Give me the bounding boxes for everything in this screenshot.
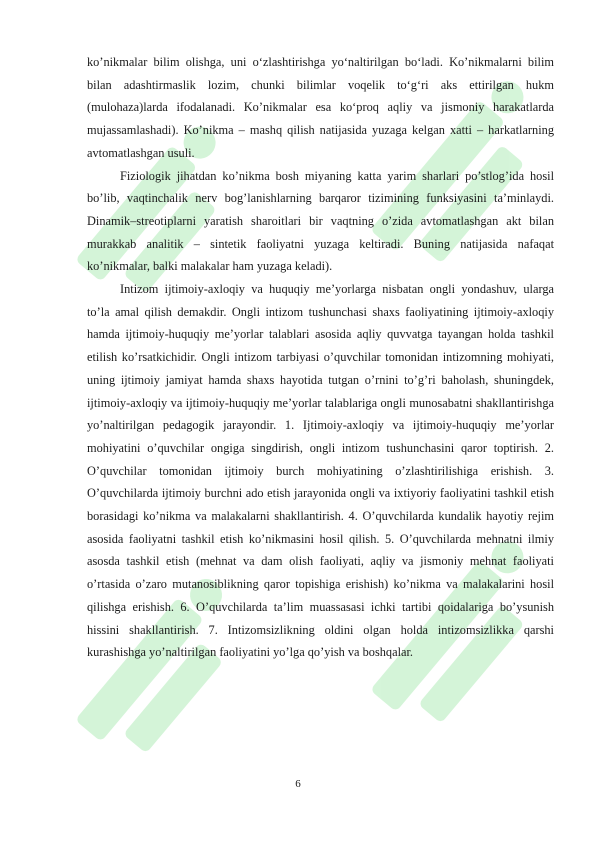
paragraph: Fiziologik jihatdan ko’nikma bosh miyaning katta yarim sharlari po’stlog’ida hosil bo’lib, vaqtinchalik nerv bog’lanishlarning barqaror tizimining funksiyasini ta’minlaydi. Dinamik–streotiplarni yaratish sharoitlari bir vaqtning o’zida avtomatlashgan akt bilan murakkab analitik – sintetik faoliyatni yuzaga keltiradi. Buning natijasida nafaqat ko’nikmalar, balki malakalar ham yuzaga keladi). <box>87 168 554 274</box>
paragraph: Intizom ijtimoiy-axloqiy va huquqiy me’yorlarga nisbatan ongli yondashuv, ularga to’la amal qilish demakdir. Ongli intizom tushunchasi shaxs faoliyatining ijtimoiy-axloqiy hamda ijtimoiy-huquqiy me’yorlar talablari asosida aqliy quvvatga tayangan holda tashkil etilish ko’rsatkichidir. Ongli intizom tarbiyasi o’quvchilar tomonidan intizomning mohiyati, uning ijtimoiy jamiyat hamda shaxs hayotida tutgan o’rnini to’g’ri baholash, shuningdek, ijtimoiy-axloqiy va ijtimoiy-huquqiy me’yorlar talablariga ongli munosabatni shakllantirishga yo’naltirilgan pedagogik jarayondir. 1. Ijtimoiy-axloqiy va ijtimoiy-huquqiy me’yorlar mohiyatini o’quvchilar ongiga singdirish, ongli intizom tushunchasini qaror toptirish. 2. O’quvchilar tomonidan ijtimoiy burch mohiyatining o’zlashtirilishiga erishish. 3. O’quvchilarda ijtimoiy burchni ado etish jarayonida ongli va ixtiyoriy faoliyatini tashkil etish borasidagi ko’nikma va malakalarni shakllantirish. 4. O’quvchilarda kundalik hayotiy rejim asosida faoliyatni tashkil etish ko’nikmasini hosil qilish. 5. O’quvchilarda mehnatni ilmiy asosda tashkil etish (mehnat va dam olish faoliyati, aqliy va jismoniy mehnat faoliyati o’rtasida o’zaro mutanosiblikning qaror topishiga erishish) ko’nikma va malakalarini hosil qilishga erishish. 6. O’quvchilarda ta’lim muassasasi ichki tartibi qoidalariga bo’ysunish hissini shakllantirish. 7. Intizomsizlikning oldini olgan holda intizomsizlikka qarshi kurashishga yo’naltirilgan faoliyatini yo’lga qo’yish va boshqalar. <box>87 282 554 660</box>
paragraph: ko’nikmalar bilim olishga, uni o‘zlashtirishga yo‘naltirilgan bo‘ladi. Ko’nikmalarni bilim bilan adashtirmaslik lozim, chunki bilimlar voqelik to‘g‘ri aks ettirilgan hukm (mulohaza)larda ifodalanadi. Ko’nikmalar esa ko‘proq aqliy va jismoniy harakatlarda mujassamlashadi). Ko’nikma – mashq qilish natijasida yuzaga kelgan xatti – harkatlarning avtomatlashgan usuli. <box>87 55 554 160</box>
body-text <box>87 51 554 664</box>
page-number: 6 <box>295 778 301 790</box>
